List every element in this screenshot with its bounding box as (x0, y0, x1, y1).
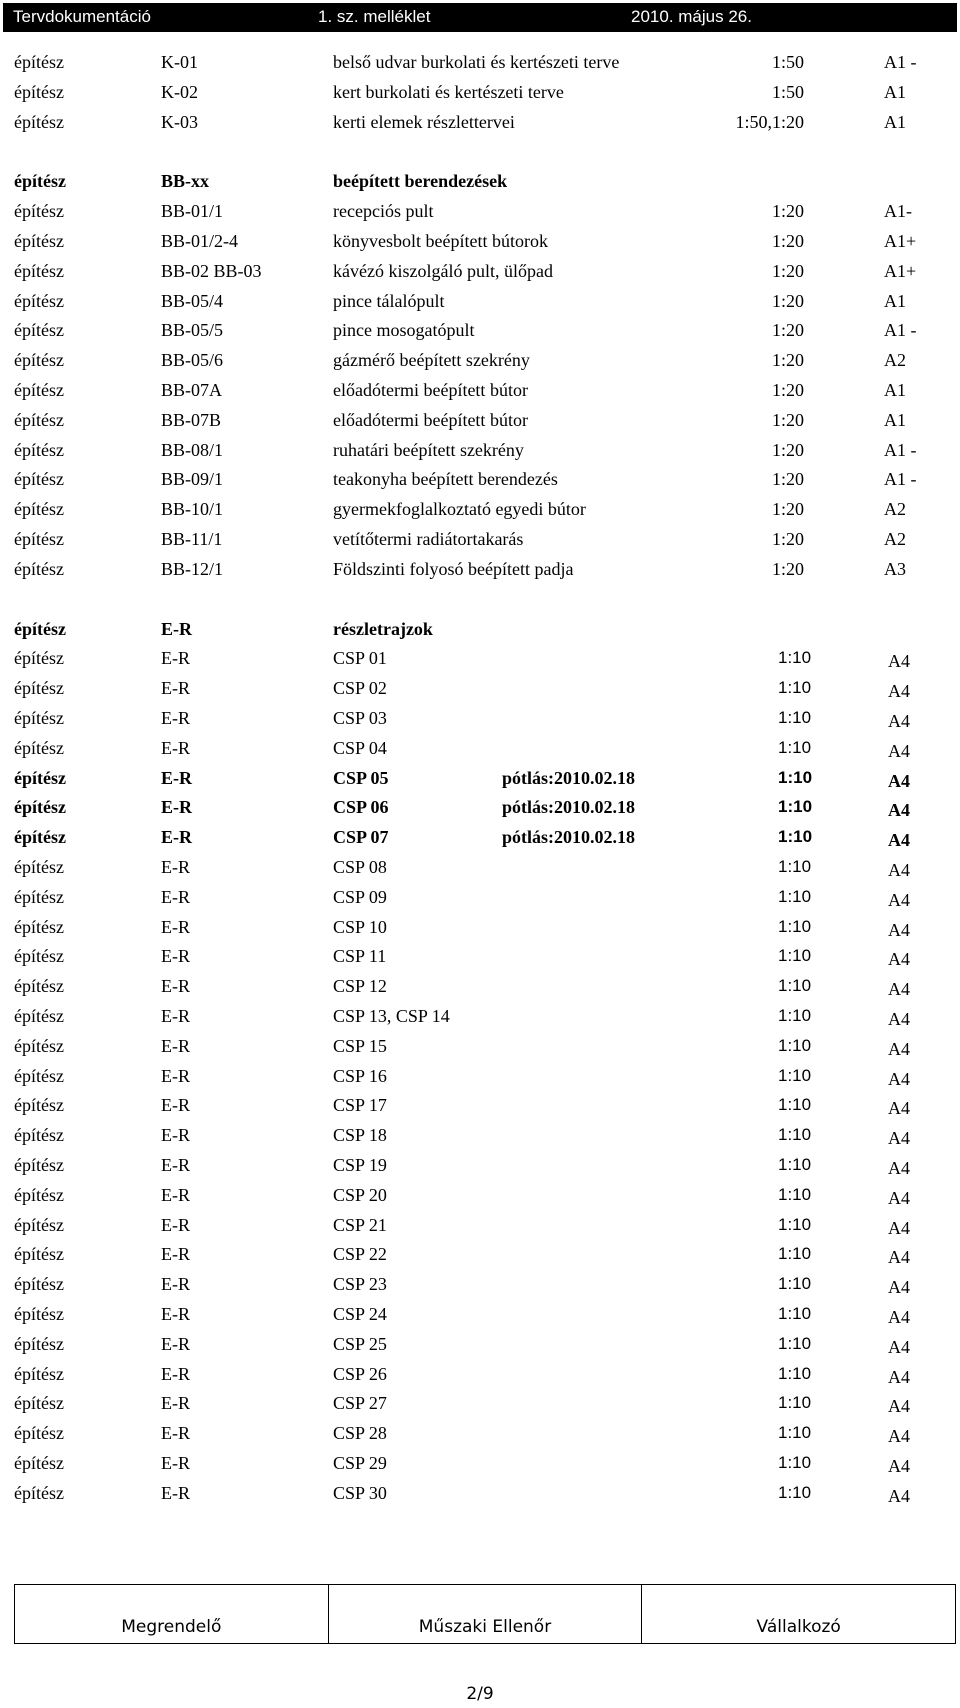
scale-cell: 1:10 (778, 708, 812, 727)
format-cell: A4 (888, 1277, 910, 1298)
format-cell: A4 (888, 860, 910, 880)
discipline-cell: építész (14, 1482, 64, 1503)
format-cell: A4 (888, 1396, 910, 1417)
format-cell: A4 (888, 949, 910, 970)
discipline-cell: építész (14, 678, 64, 699)
drawing-code-cell: K-01 (161, 52, 198, 72)
drawing-code-cell: E-R (161, 976, 190, 997)
scale-cell: 1:20 (771, 529, 804, 549)
drawing-code-cell: E-R (161, 1453, 190, 1473)
drawing-code-cell: E-R (161, 1184, 190, 1205)
table-row (0, 555, 960, 583)
description-cell: CSP 10 (333, 916, 387, 937)
discipline-cell: építész (14, 1155, 64, 1175)
discipline-cell: építész (14, 558, 64, 579)
drawing-code-cell: BB-01/1 (161, 201, 224, 222)
table-row (0, 465, 960, 493)
drawing-code-cell: E-R (161, 857, 190, 877)
scale-cell: 1:10 (778, 737, 812, 757)
format-cell: A1 (884, 290, 906, 311)
description-cell: CSP 08 (333, 857, 387, 877)
discipline-cell: építész (14, 1393, 64, 1414)
table-row (0, 436, 960, 464)
discipline-cell: építész (14, 1244, 64, 1265)
drawing-code-cell: BB-12/1 (161, 558, 224, 579)
note-cell: pótlás:2010.02.18 (502, 797, 636, 818)
discipline-cell: építész (14, 916, 64, 937)
signature-table (14, 1584, 956, 1644)
table-row (0, 793, 960, 821)
discipline-cell: építész (14, 1453, 64, 1473)
format-cell: A4 (888, 1426, 910, 1447)
description-cell: CSP 21 (333, 1214, 387, 1235)
scale-cell: 1:10 (778, 857, 812, 876)
table-row (0, 227, 960, 255)
table-row (0, 167, 960, 195)
format-cell: A4 (888, 1128, 910, 1149)
format-cell: A1 - (884, 320, 917, 341)
format-cell: A1 (884, 111, 906, 132)
scale-cell: 1:20 (771, 469, 804, 490)
scale-cell: 1:10 (778, 678, 812, 698)
drawing-code-cell: E-R (161, 1065, 190, 1086)
format-cell: A2 (884, 499, 906, 520)
description-cell: gázmérő beépített szekrény (333, 350, 530, 371)
scale-cell: 1:20 (771, 380, 804, 400)
scale-cell: 1:20 (771, 499, 804, 520)
table-row (0, 1151, 960, 1179)
format-cell: A4 (888, 1038, 910, 1059)
description-cell: CSP 24 (333, 1304, 387, 1324)
drawing-code-cell: BB-11/1 (161, 529, 223, 549)
description-cell: pince mosogatópult (333, 320, 475, 341)
description-cell: kert burkolati és kertészeti terve (333, 81, 564, 102)
format-cell: A4 (888, 681, 910, 702)
scale-cell: 1:10 (778, 827, 813, 847)
format-cell: A4 (888, 1217, 910, 1238)
format-cell: A2 (884, 350, 906, 371)
description-cell: CSP 13, CSP 14 (333, 1006, 450, 1026)
drawing-code-cell: BB-10/1 (161, 499, 224, 520)
description-cell: CSP 09 (333, 886, 387, 907)
drawing-code-cell: E-R (161, 1214, 190, 1235)
scale-cell: 1:10 (778, 1363, 812, 1383)
scale-cell: 1:10 (778, 1423, 812, 1443)
discipline-cell: építész (14, 1184, 64, 1205)
discipline-cell: építész (14, 231, 64, 251)
table-row (0, 942, 960, 970)
table-row (0, 78, 960, 106)
drawing-code-cell: E-R (161, 827, 192, 848)
table-row (0, 1330, 960, 1358)
table-row (0, 644, 960, 672)
discipline-cell: építész (14, 857, 64, 877)
drawing-code-cell: E-R (161, 767, 192, 788)
drawing-code-cell: E-R (161, 1363, 190, 1384)
description-cell: teakonyha beépített berendezés (333, 469, 558, 490)
scale-cell: 1:10 (778, 1274, 812, 1294)
format-cell: A4 (888, 1098, 910, 1119)
table-row (0, 823, 960, 851)
discipline-cell: építész (14, 201, 64, 222)
description-cell: CSP 06 (333, 797, 389, 818)
discipline-cell: építész (14, 946, 64, 967)
table-row (0, 108, 960, 136)
drawing-code-cell: E-R (161, 1333, 190, 1354)
format-cell: A4 (888, 1485, 910, 1506)
table-row (0, 913, 960, 941)
scale-cell: 1:10 (778, 648, 812, 668)
description-cell: recepciós pult (333, 201, 434, 222)
signature-inspector: Műszaki Ellenőr (328, 1585, 642, 1644)
format-cell: A4 (888, 1158, 910, 1178)
description-cell: CSP 17 (333, 1095, 387, 1116)
format-cell: A1 (884, 380, 906, 400)
discipline-cell: építész (14, 1214, 64, 1235)
scale-cell: 1:10 (778, 916, 812, 936)
table-row (0, 1062, 960, 1090)
format-cell: A4 (888, 770, 910, 791)
scale-cell: 1:10 (778, 1095, 812, 1115)
discipline-cell: építész (14, 52, 64, 72)
format-cell: A4 (888, 830, 910, 851)
table-row (0, 1389, 960, 1417)
scale-cell: 1:10 (778, 946, 812, 966)
scale-cell: 1:10 (778, 1184, 812, 1204)
description-cell: Földszinti folyosó beépített padja (333, 558, 574, 579)
table-row (0, 764, 960, 792)
format-cell: A4 (888, 1247, 910, 1268)
format-cell: A4 (888, 800, 910, 821)
description-cell: CSP 05 (333, 767, 389, 788)
scale-cell: 1:20 (771, 231, 804, 251)
description-cell: CSP 28 (333, 1423, 387, 1444)
table-row (0, 1211, 960, 1239)
drawing-code-cell: E-R (161, 1006, 190, 1026)
format-cell: A1+ (884, 260, 917, 281)
format-cell: A4 (888, 740, 910, 761)
header-document-title: Tervdokumentáció (13, 7, 151, 26)
drawing-code-cell: E-R (161, 1482, 190, 1503)
discipline-cell: építész (14, 648, 64, 669)
scale-cell: 1:20 (771, 201, 804, 222)
scale-cell: 1:10 (778, 1393, 812, 1413)
scale-cell: 1:20 (771, 558, 804, 579)
drawing-code-cell: K-02 (161, 81, 198, 102)
discipline-cell: építész (14, 499, 64, 520)
table-row (0, 376, 960, 404)
table-row (0, 197, 960, 225)
description-cell: beépített berendezések (333, 171, 508, 192)
format-cell: A4 (888, 651, 910, 672)
drawing-code-cell: E-R (161, 1244, 190, 1265)
table-row (0, 1270, 960, 1298)
scale-cell: 1:10 (778, 1035, 812, 1055)
description-cell: kávézó kiszolgáló pult, ülőpad (333, 260, 553, 281)
drawing-code-cell: BB-05/5 (161, 320, 224, 341)
discipline-cell: építész (14, 111, 64, 132)
scale-cell: 1:20 (771, 320, 804, 341)
drawing-code-cell: E-R (161, 648, 190, 669)
format-cell: A4 (888, 889, 910, 910)
description-cell: CSP 01 (333, 648, 387, 669)
discipline-cell: építész (14, 439, 64, 460)
format-cell: A4 (888, 1456, 910, 1476)
description-cell: CSP 27 (333, 1393, 387, 1414)
drawing-code-cell: BB-xx (161, 171, 210, 192)
scale-cell: 1:20 (771, 260, 804, 281)
table-row (0, 1032, 960, 1060)
discipline-cell: építész (14, 886, 64, 907)
discipline-cell: építész (14, 1304, 64, 1324)
format-cell: A1+ (884, 231, 917, 251)
note-cell: pótlás:2010.02.18 (502, 827, 636, 848)
scale-cell: 1:10 (778, 1333, 812, 1353)
discipline-cell: építész (14, 1065, 64, 1086)
description-cell: CSP 07 (333, 827, 389, 848)
format-cell: A4 (888, 1068, 910, 1089)
drawing-code-cell: E-R (161, 1304, 190, 1324)
description-cell: kerti elemek részlettervei (333, 111, 515, 132)
description-cell: CSP 03 (333, 708, 387, 728)
drawing-code-cell: BB-02 BB-03 (161, 260, 262, 281)
table-row (0, 346, 960, 374)
discipline-cell: építész (14, 350, 64, 371)
format-cell: A1 - (884, 469, 917, 490)
table-row (0, 674, 960, 702)
description-cell: CSP 20 (333, 1184, 387, 1205)
table-row (0, 615, 960, 643)
discipline-cell: építész (14, 1363, 64, 1384)
note-cell: pótlás:2010.02.18 (502, 767, 636, 788)
discipline-cell: építész (14, 1035, 64, 1056)
discipline-cell: építész (14, 767, 66, 788)
table-row (0, 734, 960, 762)
drawing-code-cell: E-R (161, 737, 190, 758)
description-cell: ruhatári beépített szekrény (333, 439, 524, 460)
drawing-code-cell: E-R (161, 1155, 190, 1175)
table-row (0, 1002, 960, 1030)
format-cell: A1 - (884, 439, 917, 460)
discipline-cell: építész (14, 380, 64, 400)
table-row (0, 1479, 960, 1507)
table-row (0, 883, 960, 911)
table-row (0, 704, 960, 732)
description-cell: CSP 22 (333, 1244, 387, 1265)
discipline-cell: építész (14, 1095, 64, 1116)
description-cell: CSP 25 (333, 1333, 387, 1354)
discipline-cell: építész (14, 529, 64, 549)
scale-cell: 1:10 (778, 797, 813, 817)
description-cell: belső udvar burkolati és kertészeti terve (333, 52, 620, 72)
drawing-code-cell: BB-05/4 (161, 290, 224, 311)
format-cell: A3 (884, 558, 906, 579)
description-cell: CSP 18 (333, 1125, 387, 1146)
drawing-code-cell: BB-08/1 (161, 439, 224, 460)
drawing-code-cell: E-R (161, 886, 190, 907)
format-cell: A4 (888, 1187, 910, 1208)
description-cell: CSP 19 (333, 1155, 387, 1175)
drawing-code-cell: E-R (161, 1035, 190, 1056)
discipline-cell: építész (14, 1006, 64, 1026)
drawing-code-cell: E-R (161, 797, 192, 818)
scale-cell: 1:20 (771, 409, 804, 430)
table-row (0, 257, 960, 285)
scale-cell: 1:10 (778, 886, 812, 906)
discipline-cell: építész (14, 976, 64, 997)
header-date: 2010. május 26. (631, 7, 752, 26)
format-cell: A4 (888, 979, 910, 1000)
scale-cell: 1:10 (778, 1453, 812, 1472)
scale-cell: 1:10 (778, 1006, 812, 1025)
drawing-code-cell: E-R (161, 678, 190, 699)
discipline-cell: építész (14, 1274, 64, 1295)
scale-cell: 1:10 (778, 767, 813, 787)
table-row (0, 48, 960, 76)
description-cell: CSP 12 (333, 976, 387, 997)
discipline-cell: építész (14, 409, 64, 430)
table-row (0, 495, 960, 523)
drawing-code-cell: BB-01/2-4 (161, 231, 239, 251)
table-row (0, 1360, 960, 1388)
drawing-code-cell: BB-07B (161, 409, 222, 430)
format-cell: A1 (884, 81, 906, 102)
drawing-code-cell: BB-07A (161, 380, 223, 400)
table-row (0, 1449, 960, 1477)
description-cell: CSP 26 (333, 1363, 387, 1384)
drawing-code-cell: BB-05/6 (161, 350, 224, 371)
description-cell: előadótermi beépített bútor (333, 409, 528, 430)
drawing-code-cell: E-R (161, 618, 192, 639)
discipline-cell: építész (14, 1423, 64, 1444)
scale-cell: 1:10 (778, 1214, 812, 1234)
description-cell: előadótermi beépített bútor (333, 380, 528, 400)
discipline-cell: építész (14, 320, 64, 341)
description-cell: részletrajzok (333, 618, 433, 639)
discipline-cell: építész (14, 618, 66, 639)
scale-cell: 1:50 (771, 81, 804, 102)
format-cell: A4 (888, 711, 910, 731)
table-row (0, 853, 960, 881)
drawing-code-cell: E-R (161, 1393, 190, 1414)
format-cell: A4 (888, 1307, 910, 1327)
format-cell: A1 - (884, 52, 917, 72)
drawing-code-cell: E-R (161, 1423, 190, 1444)
scale-cell: 1:10 (778, 1304, 812, 1323)
page-number: 2/9 (466, 1684, 494, 1704)
signature-client: Megrendelő (15, 1585, 329, 1644)
table-row (0, 1240, 960, 1268)
scale-cell: 1:20 (771, 290, 804, 311)
table-row (0, 1181, 960, 1209)
table-row (0, 1091, 960, 1119)
scale-cell: 1:10 (778, 1065, 812, 1085)
discipline-cell: építész (14, 1125, 64, 1146)
format-cell: A2 (884, 529, 906, 549)
discipline-cell: építész (14, 797, 66, 818)
description-cell: CSP 30 (333, 1482, 387, 1503)
signature-contractor: Vállalkozó (642, 1585, 956, 1644)
description-cell: CSP 02 (333, 678, 387, 699)
table-row (0, 525, 960, 553)
discipline-cell: építész (14, 171, 66, 192)
scale-cell: 1:50 (771, 52, 804, 72)
format-cell: A4 (888, 919, 910, 940)
discipline-cell: építész (14, 290, 64, 311)
description-cell: CSP 16 (333, 1065, 387, 1086)
format-cell: A4 (888, 1366, 910, 1387)
scale-cell: 1:20 (771, 350, 804, 371)
table-row (0, 1300, 960, 1328)
format-cell: A4 (888, 1009, 910, 1029)
scale-cell: 1:10 (778, 976, 812, 996)
discipline-cell: építész (14, 81, 64, 102)
table-row (0, 972, 960, 1000)
description-cell: vetítőtermi radiátortakarás (333, 529, 524, 549)
drawing-code-cell: BB-09/1 (161, 469, 224, 490)
description-cell: könyvesbolt beépített bútorok (333, 231, 548, 251)
discipline-cell: építész (14, 708, 64, 728)
scale-cell: 1:20 (771, 439, 804, 460)
table-row (0, 287, 960, 315)
drawing-code-cell: K-03 (161, 111, 198, 132)
scale-cell: 1:10 (778, 1125, 812, 1145)
description-cell: CSP 29 (333, 1453, 387, 1473)
description-cell: gyermekfoglalkoztató egyedi bútor (333, 499, 586, 520)
description-cell: CSP 15 (333, 1035, 387, 1056)
discipline-cell: építész (14, 260, 64, 281)
drawing-code-cell: E-R (161, 708, 190, 728)
drawing-code-cell: E-R (161, 946, 190, 967)
table-row (0, 316, 960, 344)
discipline-cell: építész (14, 469, 64, 490)
discipline-cell: építész (14, 1333, 64, 1354)
format-cell: A1- (884, 201, 912, 222)
header-annex-label: 1. sz. melléklet (318, 7, 431, 26)
drawing-code-cell: E-R (161, 1095, 190, 1116)
drawing-code-cell: E-R (161, 1125, 190, 1146)
discipline-cell: építész (14, 737, 64, 758)
scale-cell: 1:50,1:20 (735, 111, 804, 132)
table-row (0, 1121, 960, 1149)
table-row (0, 1419, 960, 1447)
table-row (0, 406, 960, 434)
description-cell: CSP 23 (333, 1274, 387, 1295)
drawing-code-cell: E-R (161, 916, 190, 937)
format-cell: A4 (888, 1336, 910, 1357)
drawing-code-cell: E-R (161, 1274, 190, 1295)
scale-cell: 1:10 (778, 1482, 812, 1502)
scale-cell: 1:10 (778, 1155, 812, 1174)
discipline-cell: építész (14, 827, 66, 848)
description-cell: pince tálalópult (333, 290, 445, 311)
format-cell: A1 (884, 409, 906, 430)
scale-cell: 1:10 (778, 1244, 812, 1264)
description-cell: CSP 04 (333, 737, 387, 758)
description-cell: CSP 11 (333, 946, 387, 967)
